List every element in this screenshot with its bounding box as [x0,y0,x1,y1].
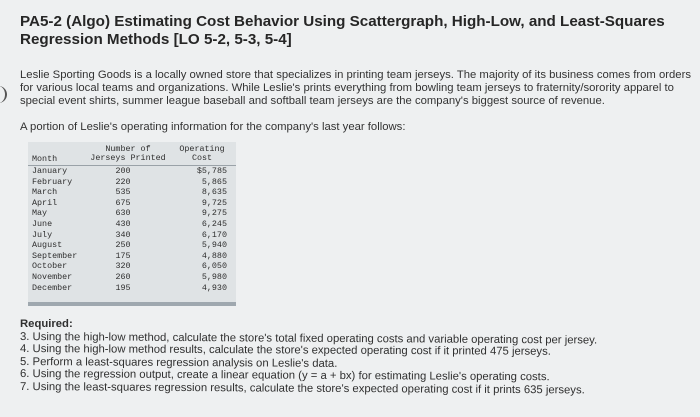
cell-jerseys: 195 [115,282,131,293]
cell-month: September [32,250,78,261]
cell-jerseys: 430 [115,218,131,229]
page-title: PA5-2 (Algo) Estimating Cost Behavior Using Scattergraph, High-Low, and Least-Squares Regression Methods [LO 5-2, 5-3, 5-4] [20,13,665,48]
cell-cost: 9,275 [201,208,227,219]
table-row [28,272,236,283]
required-item-6: 6. Using the regression output, create a linear equation (y = a + bx) for estimating Leslie's operating costs. [19,368,550,384]
cell-jerseys: 340 [115,229,131,240]
cell-cost: $5,785 [196,166,227,176]
intro-paragraph: Leslie Sporting Goods is a locally owned store that specializes in printing team jerseys. The majority of its business comes from orders for various local teams and organizations. While Leslie's prints everything from bowling team jerseys to fraternity/sorority apparel to special event shirts, summer league baseball and softball team jerseys are the company's biggest source of revenue. [20,69,692,107]
table-body [28,142,236,293]
table-row [28,198,236,209]
cell-jerseys: 675 [115,197,131,208]
table-row [28,283,236,294]
cell-month: May [32,208,48,219]
table-row [28,166,236,177]
cell-cost: 4,930 [201,282,227,293]
cell-jerseys: 250 [115,240,131,251]
table-row [28,177,236,188]
cell-month: December [32,282,73,293]
required-item-3: 3. Using the high-low method, calculate the store's total fixed operating costs and variable operating cost per jersey. [19,330,598,347]
table-row [28,240,236,251]
header-cost-line1: Operating [179,144,225,154]
header-cost [174,145,230,162]
required-heading: Required: [20,318,73,330]
cell-month: March [32,187,58,198]
table-bottom-rule [28,302,236,306]
cell-cost: 5,865 [201,176,227,187]
cell-month: February [32,176,73,187]
table-header [28,142,236,166]
table-row [28,208,236,219]
cell-cost: 6,245 [201,218,227,229]
cell-cost: 9,725 [201,197,227,208]
table-intro-text: A portion of Leslie's operating information for the company's last year follows: [20,121,406,133]
required-item-5: 5. Perform a least-squares regression analysis on Leslie's data. [19,355,338,370]
required-item-4: 4. Using the high-low method results, calculate the store's expected operating cost if it printed 475 jerseys. [19,343,551,358]
table-row [28,251,236,262]
cell-jerseys: 320 [115,261,131,272]
cell-cost: 6,050 [201,261,227,272]
cell-cost: 8,635 [201,187,227,198]
cell-jerseys: 630 [115,208,131,219]
required-section [19,318,692,397]
cell-month: July [32,229,53,240]
cell-month: August [32,240,63,251]
operating-info-table [28,142,236,306]
cell-cost: 5,980 [201,271,227,282]
cell-jerseys: 175 [115,250,131,261]
header-jerseys-line1: Number of [105,144,151,154]
header-jerseys [86,145,170,162]
cell-month: January [32,166,68,176]
cell-jerseys: 200 [115,166,131,176]
table-row [28,230,236,241]
cell-jerseys: 535 [115,187,131,198]
header-cost-line2: Cost [191,152,213,163]
cell-jerseys: 220 [115,176,131,187]
cell-cost: 6,170 [201,229,227,240]
table-row [28,219,236,230]
cell-month: June [32,218,53,229]
cell-month: November [32,271,73,282]
table-row [28,187,236,198]
header-month: Month [32,154,58,164]
cell-cost: 5,940 [201,240,227,251]
edge-bracket-mark [0,86,7,103]
cell-month: April [32,197,58,208]
table-row [28,261,236,272]
cell-jerseys: 260 [115,271,131,282]
cell-month: October [32,261,68,272]
required-item-7: 7. Using the least-squares regression results, calculate the store's expected operating cost if it prints 635 jerseys. [19,380,585,397]
header-jerseys-line2: Jerseys Printed [90,152,166,163]
cell-cost: 4,880 [201,250,227,261]
